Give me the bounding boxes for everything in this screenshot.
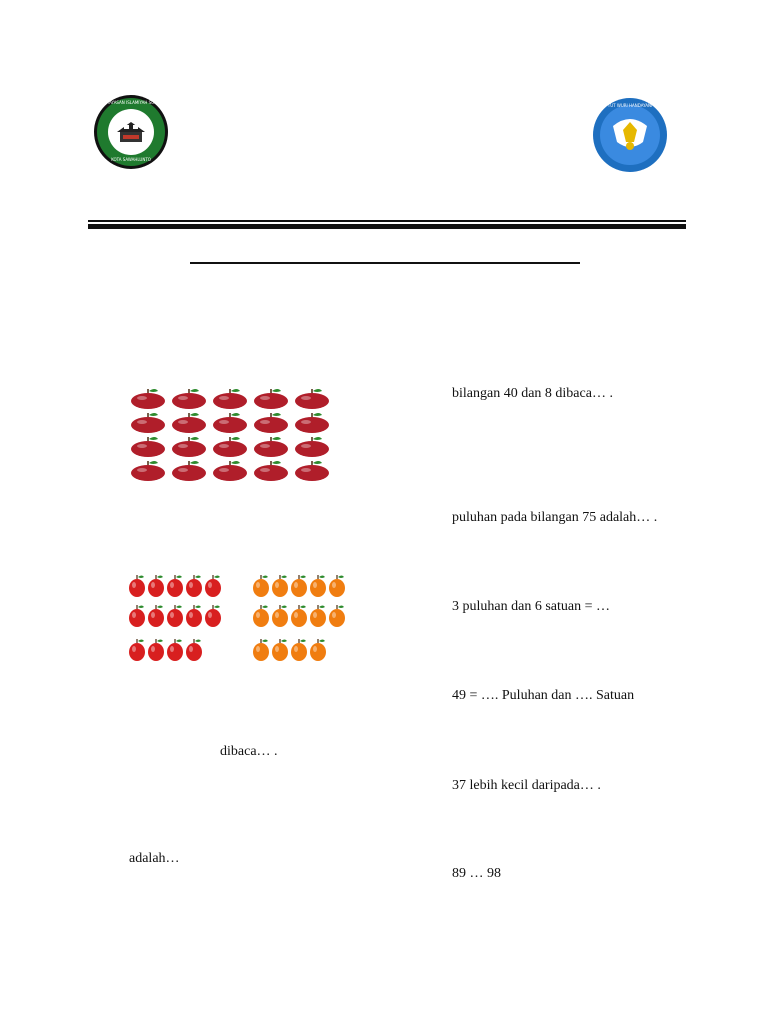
apple-icon: [212, 436, 248, 463]
orange-icon: [309, 574, 327, 603]
question-right-3: 3 puluhan dan 6 satuan = …: [452, 599, 610, 614]
header-double-rule: [88, 220, 686, 229]
red-apple-icon: [147, 574, 165, 603]
orange-icon: [252, 638, 270, 667]
apple-icon: [294, 460, 330, 487]
red-apple-icon: [128, 574, 146, 603]
question-right-2: puluhan pada bilangan 75 adalah… .: [452, 510, 658, 525]
question-right-1: bilangan 40 dan 8 dibaca… .: [452, 386, 613, 401]
orange-icon: [271, 574, 289, 603]
question-left-2: adalah…: [129, 851, 180, 866]
red-apple-icon: [128, 604, 146, 633]
apple-icon: [212, 412, 248, 439]
orange-icon: [290, 574, 308, 603]
red-apple-icon: [166, 574, 184, 603]
red-apple-icon: [128, 638, 146, 667]
orange-icon: [309, 638, 327, 667]
question-right-6: 89 … 98: [452, 866, 501, 881]
apple-icon: [130, 388, 166, 415]
red-apple-icon: [204, 574, 222, 603]
apple-icon: [294, 436, 330, 463]
orange-icon: [271, 638, 289, 667]
apple-icon: [253, 436, 289, 463]
apple-grid-figure: [130, 388, 340, 488]
apple-icon: [130, 436, 166, 463]
orange-group-figure: [252, 574, 352, 669]
apple-icon: [253, 388, 289, 415]
school-emblem-text-top: YAYASAN ISLAMIYAH SUMBAR: [107, 100, 166, 105]
orange-icon: [328, 604, 346, 633]
title-underline: [190, 262, 580, 264]
school-emblem-text-bottom: KOTA SAWAHLUNTO: [111, 157, 151, 162]
red-apple-icon: [147, 604, 165, 633]
red-apple-icon: [185, 604, 203, 633]
orange-icon: [328, 574, 346, 603]
apple-icon: [212, 460, 248, 487]
orange-icon: [271, 604, 289, 633]
tut-wuri-handayani-text: TUT WURI HANDAYANI: [607, 103, 653, 108]
orange-icon: [252, 574, 270, 603]
school-emblem-logo: [93, 94, 169, 170]
red-apple-icon: [147, 638, 165, 667]
orange-icon: [309, 604, 327, 633]
apple-icon: [171, 436, 207, 463]
apple-icon: [294, 388, 330, 415]
apple-icon: [171, 388, 207, 415]
apple-icon: [253, 460, 289, 487]
apple-icon: [171, 460, 207, 487]
red-apple-icon: [166, 638, 184, 667]
red-apple-icon: [166, 604, 184, 633]
orange-icon: [290, 604, 308, 633]
question-left-1: dibaca… .: [220, 744, 278, 759]
red-apple-icon: [185, 638, 203, 667]
red-apple-icon: [185, 574, 203, 603]
question-right-5: 37 lebih kecil daripada… .: [452, 778, 601, 793]
apple-icon: [130, 460, 166, 487]
orange-icon: [290, 638, 308, 667]
apple-icon: [130, 412, 166, 439]
apple-icon: [171, 412, 207, 439]
apple-icon: [212, 388, 248, 415]
apple-icon: [294, 412, 330, 439]
question-right-4: 49 = …. Puluhan dan …. Satuan: [452, 688, 635, 703]
tut-wuri-handayani-logo: [591, 96, 669, 174]
red-apple-icon: [204, 604, 222, 633]
orange-icon: [252, 604, 270, 633]
red-apple-group-figure: [128, 574, 228, 669]
apple-icon: [253, 412, 289, 439]
